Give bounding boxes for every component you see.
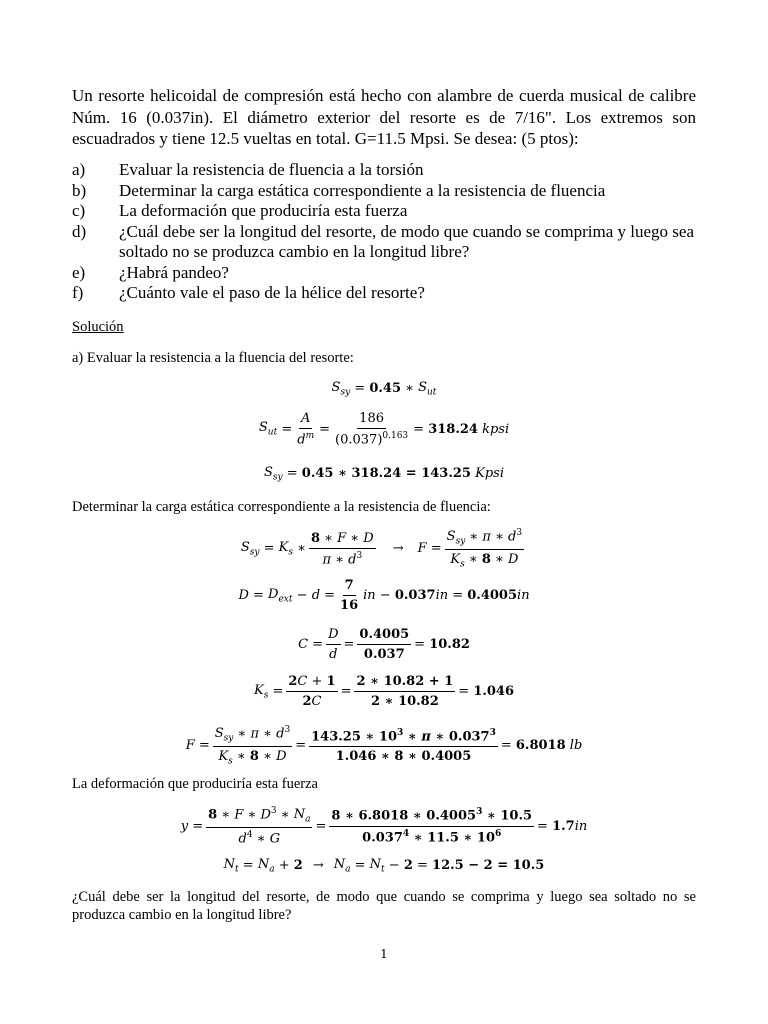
task-item	[72, 201, 712, 222]
equation-ssy-definition: $S_{sy}$ = 0.45 ∗ $S_{ut}$	[331, 380, 437, 398]
section-b-label: Determinar la carga estática correspondiente a la resistencia de fluencia:	[72, 499, 491, 515]
task-item	[72, 181, 712, 202]
equation-deflection: y = $\frac{8 ∗ F ∗ D^3 ∗ N_a}{d^4 ∗ G}$ = $\frac{8 ∗ 6.8018 ∗ 0.4005^3 ∗ 10.5}{0.037^4 ∗ 11.5 ∗ 10^6}$ = 1.7 in	[180, 806, 588, 847]
task-list	[72, 160, 712, 304]
task-letter: d)	[72, 221, 87, 241]
equation-mean-diameter: D = $D_{ext}$ − d = $\frac{7}{16}$ in − 0.037 in = 0.4005 in	[238, 578, 530, 613]
task-text: ¿Cuánto vale el paso de la hélice del resorte?	[119, 283, 425, 302]
task-item	[72, 222, 712, 263]
equation-ssy-value: $S_{sy}$ = 0.45 ∗ 318.24 = 143.25 Kpsi	[264, 465, 504, 483]
equation-force-value: F = $\frac{S_{sy} ∗ \pi ∗ d^3}{K_s ∗ 8 ∗ D}$ = $\frac{143.25 ∗ 10^3 ∗ \pi ∗ 0.037^3}{1.046 ∗ 8 ∗ 0.4005}$ = 6.8018 lb	[185, 725, 583, 767]
equation-active-coils: $N_t$ = $N_a$ + 2 → $N_a$ = $N_t$ − 2 = 12.5 − 2 = 10.5	[223, 857, 545, 875]
equation-load-formula: $S_{sy}$ = $K_s$ ∗ $\frac{8 ∗ F ∗ D}{\pi ∗ d^3}$ → F = $\frac{S_{sy} ∗ \pi ∗ d^3}{K_s ∗ 8 ∗ D}$	[240, 528, 523, 570]
solution-heading: Solución	[72, 319, 124, 335]
section-a-label: a) Evaluar la resistencia a la fluencia del resorte:	[72, 350, 354, 366]
task-item	[72, 263, 712, 284]
equation-spring-index: C = $\frac{D}{d}$ = $\frac{0.4005}{0.037}$ = 10.82	[298, 627, 470, 662]
equation-sut: $S_{ut}$ = $\frac{A}{d^m}$ = $\frac{186}{(0.037)^{0.163}}$ = 318.24 kpsi	[258, 411, 510, 448]
task-item	[72, 283, 712, 304]
task-text: Determinar la carga estática correspondiente a la resistencia de fluencia	[119, 180, 606, 200]
section-d-label: ¿Cuál debe ser la longitud del resorte, de modo que cuando se comprima y luego sea soltado no se produzca cambio en la longitud libre?	[72, 889, 696, 923]
task-text: Evaluar la resistencia de fluencia a la torsión	[119, 160, 424, 179]
task-letter: b)	[72, 180, 87, 200]
task-letter: c)	[72, 201, 86, 220]
task-letter: a)	[72, 160, 86, 179]
task-text: ¿Cuál debe ser la longitud del resorte, de modo que cuando se comprima y luego sea soltado no se produzca cambio en la longitud libre?	[119, 221, 694, 261]
equation-shear-factor: $K_s$ = $\frac{2C + 1}{2C}$ = $\frac{2 ∗ 10.82 + 1}{2 ∗ 10.82}$ = 1.046	[253, 674, 515, 709]
section-c-label: La deformación que produciría esta fuerza	[72, 776, 318, 792]
task-letter: e)	[72, 262, 86, 282]
task-item	[72, 160, 712, 181]
problem-statement: Un resorte helicoidal de compresión está hecho con alambre de cuerda musical de calibre Núm. 16 (0.037in). El diámetro exterior del resorte es de 7/16". Los extremos son escuadrados y tiene 12.5 vueltas en total. G=11.5 Mpsi. Se desea: (5 ptos):	[72, 86, 696, 148]
task-text: ¿Habrá pandeo?	[119, 262, 229, 282]
task-text: La deformación que produciría esta fuerza	[119, 201, 408, 220]
task-letter: f)	[72, 283, 84, 302]
page-number: 1	[380, 947, 388, 961]
